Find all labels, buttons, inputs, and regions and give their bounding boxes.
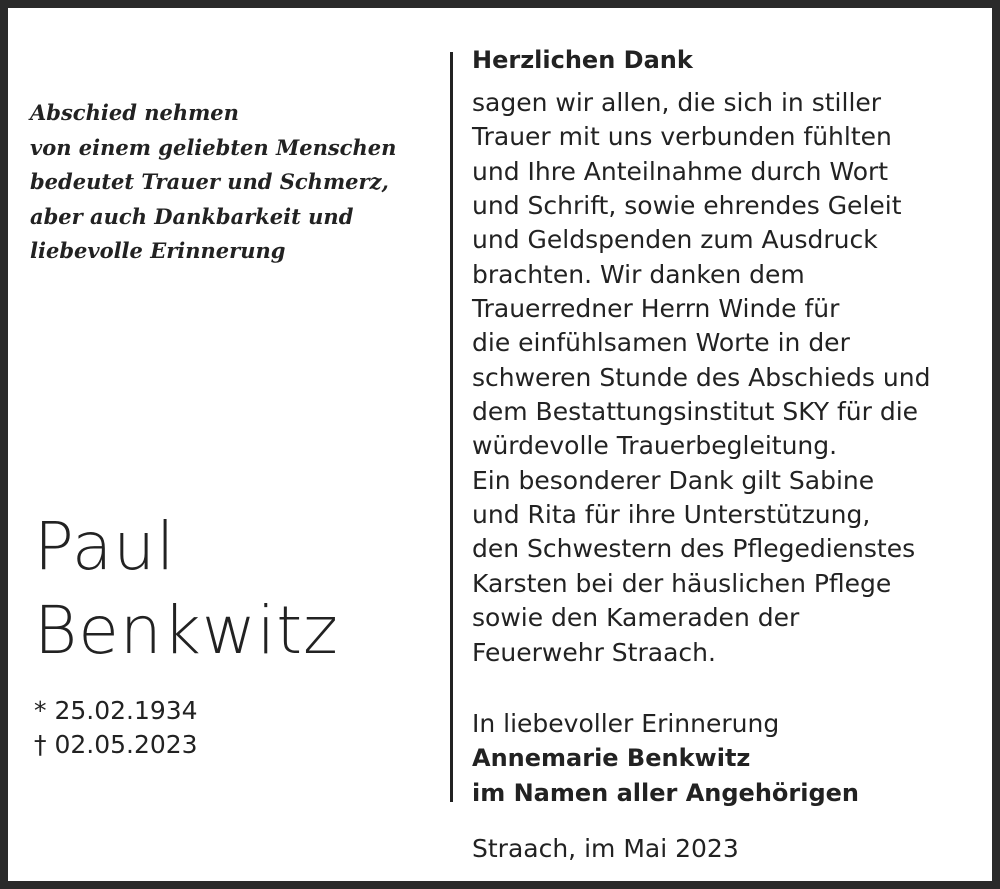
memorial-quote — [30, 96, 435, 269]
thanks-line: dem Bestattungsinstitut SKY für die — [472, 397, 919, 427]
signature-family: im Namen aller Angehörigen — [472, 779, 860, 807]
quote-line: Abschied nehmen — [30, 100, 239, 125]
thanks-line: und Geldspenden zum Ausdruck — [472, 225, 878, 255]
place-date: Straach, im Mai 2023 — [472, 834, 739, 863]
signature-intro: In liebevoller Erinnerung — [472, 709, 780, 738]
thanks-line: und Schrift, sowie ehrendes Geleit — [472, 191, 902, 221]
thanks-line: Trauer mit uns verbunden fühlten — [472, 122, 892, 152]
thanks-line: den Schwestern des Pflegedienstes — [472, 534, 916, 564]
quote-line: liebevolle Erinnerung — [30, 238, 286, 264]
thanks-section — [472, 42, 992, 670]
thanks-line: sagen wir allen, die sich in stiller — [472, 88, 882, 117]
birth-date: * 25.02.1934 — [34, 696, 198, 725]
thanks-line: schweren Stunde des Abschieds und — [472, 362, 931, 392]
thanks-line: brachten. Wir danken dem — [472, 259, 805, 289]
thanks-line: und Rita für ihre Unterstützung, — [472, 500, 871, 530]
thanks-line: Karsten bei der häuslichen Pflege — [472, 568, 892, 598]
signature-block — [472, 706, 992, 811]
signature-name: Annemarie Benkwitz — [472, 744, 751, 772]
thanks-heading: Herzlichen Dank — [472, 46, 693, 74]
thanks-line: die einfühlsamen Worte in der — [472, 328, 850, 358]
death-date: † 02.05.2023 — [34, 730, 198, 759]
thanks-line: Ein besonderer Dank gilt Sabine — [472, 465, 875, 495]
thanks-line: Feuerwehr Straach. — [472, 637, 716, 667]
thanks-line: und Ihre Anteilnahme durch Wort — [472, 156, 889, 186]
vertical-divider — [450, 52, 453, 802]
deceased-first-name: Paul — [34, 508, 176, 585]
deceased-name — [34, 505, 444, 673]
deceased-last-name: Benkwitz — [34, 592, 339, 669]
thanks-line: Trauerredner Herrn Winde für — [472, 294, 840, 324]
thanks-body — [472, 86, 992, 670]
thanks-line: würdevolle Trauerbegleitung. — [472, 431, 838, 461]
quote-line: bedeutet Trauer und Schmerz, — [30, 169, 389, 195]
life-dates — [34, 694, 444, 762]
quote-line: aber auch Dankbarkeit und — [30, 203, 354, 229]
thanks-line: sowie den Kameraden der — [472, 603, 800, 633]
quote-line: von einem geliebten Menschen — [30, 134, 397, 160]
